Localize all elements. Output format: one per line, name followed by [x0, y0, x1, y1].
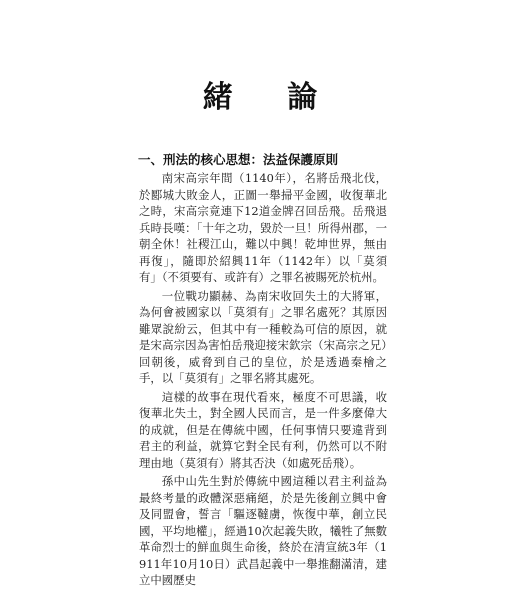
chapter-title: 緒 論 [202, 80, 340, 115]
body-text [139, 170, 387, 591]
section-heading: 一、刑法的核心思想：法益保護原則 [138, 152, 339, 167]
paragraph: 孫中山先生對於傳統中國這種以君主利益為最終考量的政體深惡痛絕，於是先後創立興中會及同盟會，誓言「驅逐韃虜，恢復中華，創立民國，平均地權」，經過10次起義失敗，犧牲了無數革命烈士的鮮血與生命後，終於在清宣統3年（1911年10月10日）武昌起義中一舉推翻滿清，建立中國歷史 [139, 474, 387, 587]
paragraph: 一位戰功顯赫、為南宋收回失土的大將軍，為何會被國家以「莫須有」之罪名處死？其原因雖眾說紛云，但其中有一種較為可信的原因，就是宋高宗因為害怕岳飛迎接宋欽宗（宋高宗之兄）回朝後，威脅到自己的皇位，於是透過秦檜之手，以「莫須有」之罪名將其處死。 [139, 288, 387, 385]
paragraph: 這樣的故事在現代看來，極度不可思議，收復華北失土，對全國人民而言，是一件多麼偉大的成就，但是在傳統中國，任何事情只要違背到君主的利益，就算它對全民有利，仍然可以不附理由地（莫須有）將其否決（如處死岳飛）。 [139, 389, 387, 470]
paragraph: 南宋高宗年間（1140年），名將岳飛北伐，於郾城大敗金人，正圖一舉掃平金國，收復華北之時，宋高宗竟連下12道金牌召回岳飛。岳飛退兵時長嘆：「十年之功，毀於一旦！所得州郡，一朝全休！社稷江山，難以中興！乾坤世界，無由再復」，隨即於紹興11年（1142年）以「莫須有」（不須要有、或許有）之罪名被賜死於杭州。 [139, 171, 387, 284]
